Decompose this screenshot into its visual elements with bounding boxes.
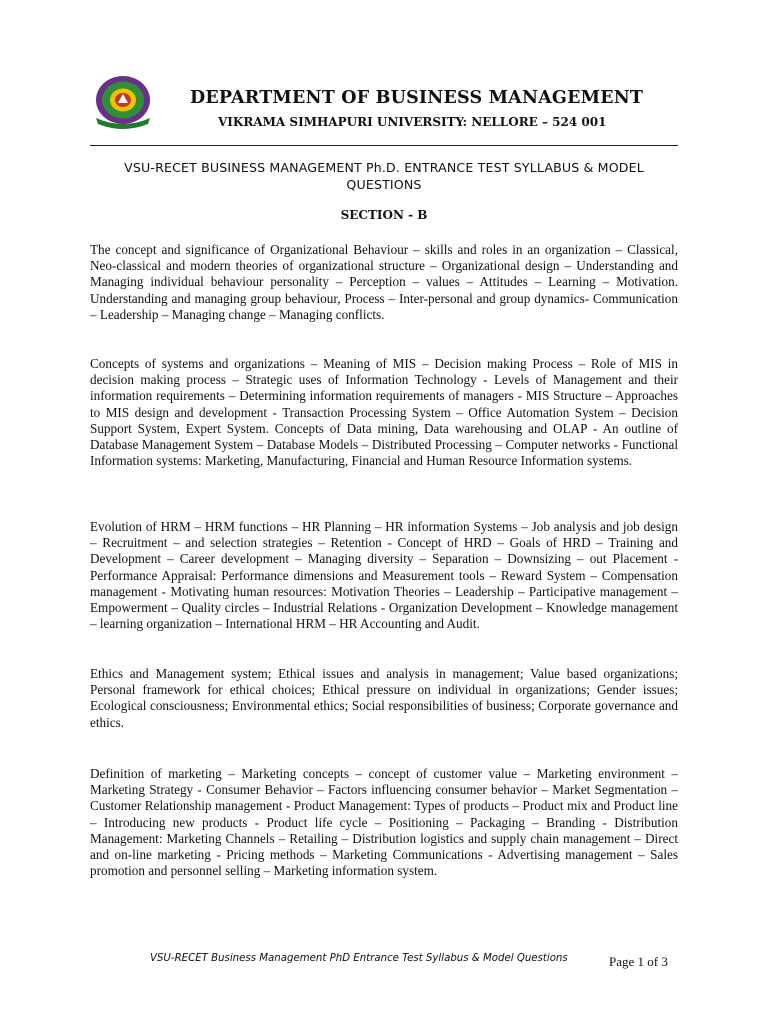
university-logo — [92, 74, 154, 132]
paragraph-hrm: Evolution of HRM – HRM functions – HR Planning – HR information Systems – Job analysis and job design – Recruitment – and selection strategies – Retention - Concept of HRD – Goals of HRD – Training and Development – Career development – Managing diversity – Separation – Downsizing – out Placement - Performance Appraisal: Performance dimensions and Measurement tools – Reward System – Compensation management - Motivating human resources: Motivation Theories – Leadership – Participative management – Empowerment – Quality circles – Industrial Relations - Organization Development – Knowledge management – learning organization – International HRM – HR Accounting and Audit. — [90, 519, 678, 632]
paragraph-mis: Concepts of systems and organizations – Meaning of MIS – Decision making Process – Role of MIS in decision making process – Strategic uses of Information Technology - Levels of Management and their information requirements – Determining information requirements of managers - MIS Structure – Approaches to MIS design and development - Transaction Processing System – Office Automation System – Decision Support System, Expert System. Concepts of Data mining, Data warehousing and OLAP - An outline of Database Management System – Database Models – Distributed Processing – Computer networks - Functional Information systems: Marketing, Manufacturing, Financial and Human Resource Information systems. — [90, 356, 678, 469]
university-title: VIKRAMA SIMHAPURI UNIVERSITY: NELLORE – 524 001 — [218, 115, 607, 129]
footer-text: VSU-RECET Business Management PhD Entrance Test Syllabus & Model Questions — [150, 953, 568, 964]
university-seal-icon — [92, 74, 154, 132]
department-title: DEPARTMENT OF BUSINESS MANAGEMENT — [190, 88, 644, 108]
page-number: Page 1 of 3 — [609, 954, 668, 969]
paragraph-ethics: Ethics and Management system; Ethical issues and analysis in management; Value based organizations; Personal framework for ethical choices; Ethical pressure on individual in organizations; Gender issues; Ecological consciousness; Environmental ethics; Social responsibilities of business; Corporate governance and ethics. — [90, 666, 678, 730]
paragraph-marketing: Definition of marketing – Marketing concepts – concept of customer value – Marketing environment – Marketing Strategy - Consumer Behavior – Factors influencing consumer behavior – Market Segmentation – Customer Relationship management - Product Management: Types of products – Product mix and Product line – Introducing new products - Product life cycle – Positioning – Packaging – Branding - Distribution Management: Marketing Channels – Retailing – Distribution logistics and supply chain management – Direct and on-line marketing - Pricing methods – Marketing Communications - Advertising management – Sales promotion and personnel selling – Marketing information system. — [90, 766, 678, 879]
paragraph-organizational-behaviour: The concept and significance of Organizational Behaviour – skills and roles in an organization – Classical, Neo-classical and modern theories of organizational structure – Organizational design – Understanding and Managing individual behaviour personality – Perception – values – Attitudes – Learning – Motivation. Understanding and managing group behaviour, Process – Inter-personal and group dynamics- Communication – Leadership – Managing change – Managing conflicts. — [90, 242, 678, 322]
document-title: VSU-RECET BUSINESS MANAGEMENT Ph.D. ENTRANCE TEST SYLLABUS & MODEL QUESTIONS — [124, 160, 644, 192]
section-heading: SECTION - B — [340, 208, 428, 222]
header-divider — [90, 145, 678, 146]
